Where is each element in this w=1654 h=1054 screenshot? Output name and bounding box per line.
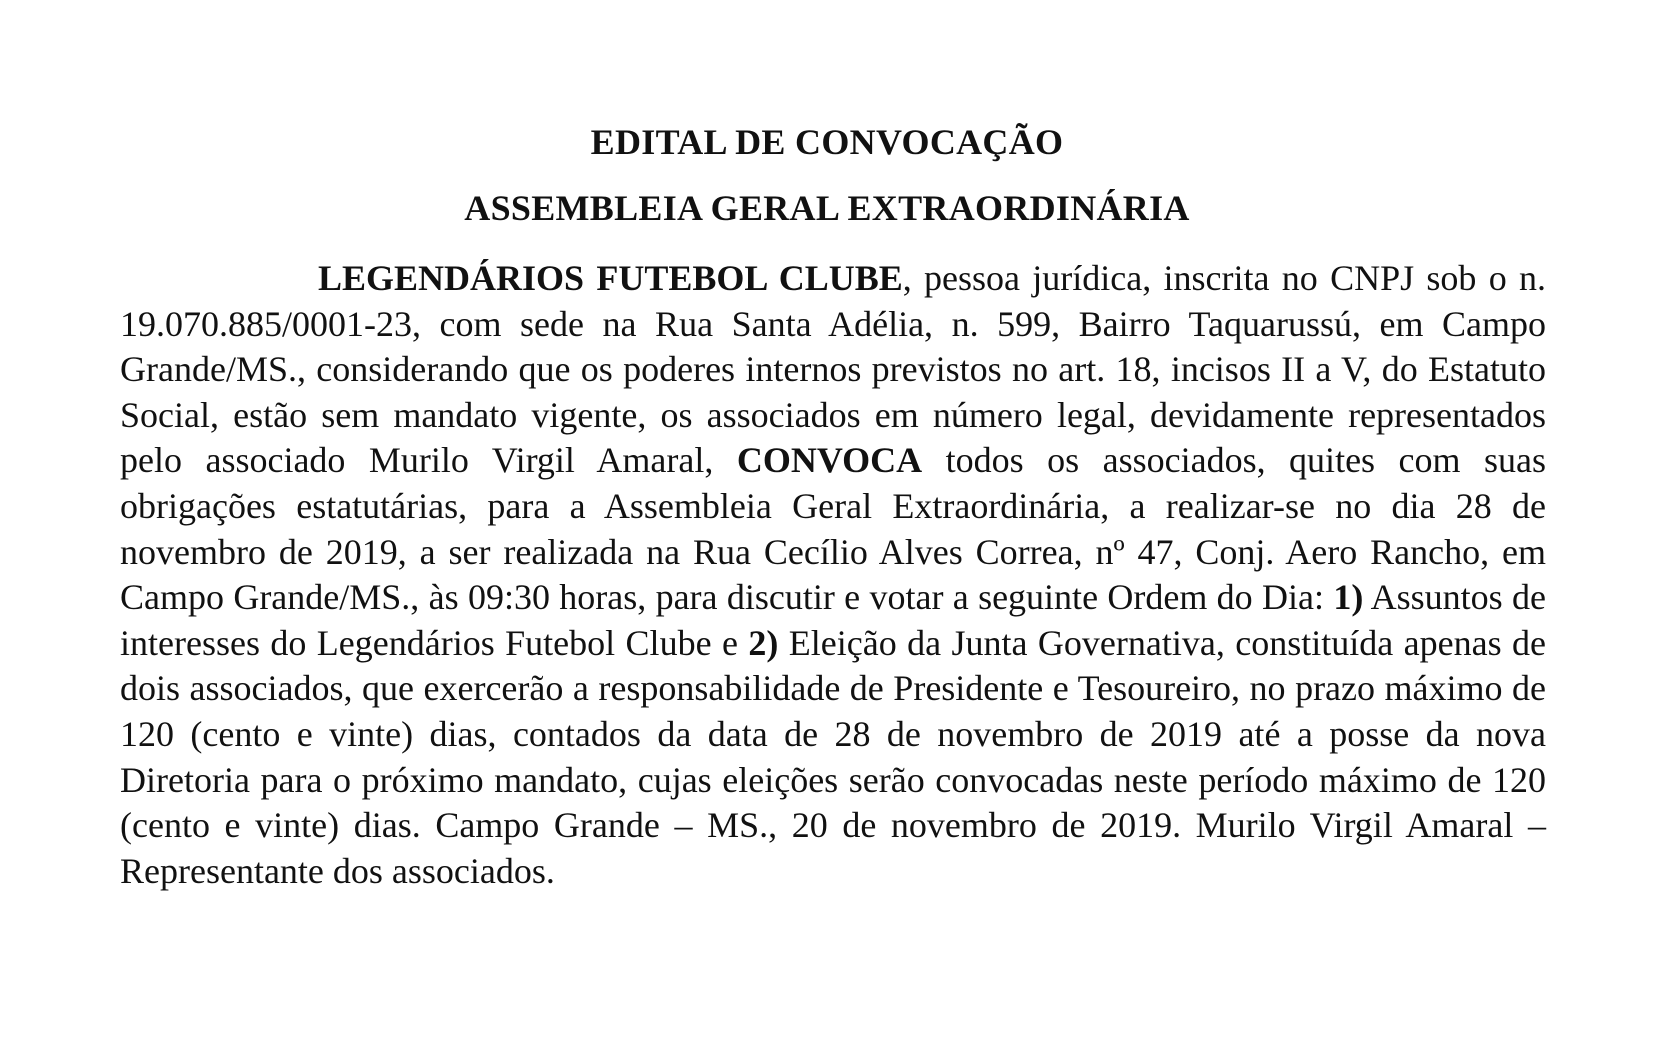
agenda-item-1-marker: 1) <box>1333 577 1364 618</box>
agenda-item-2-marker: 2) <box>748 622 779 663</box>
club-name: LEGENDÁRIOS FUTEBOL CLUBE <box>318 258 903 298</box>
body-text-1: , pessoa jurídica, inscrita no CNPJ sob o n. 19.070.885/0001-23, com sede na Rua Santa Adélia, n. 599, Bairro Taquarussú, em Campo Grande/MS., considerando que os poderes internos previstos no art. 18, incisos II a V, do Estatuto Social, estão sem mandato vigente, os associados em número legal, devidamente representados pelo associado Murilo Virgil Amaral, <box>120 258 1546 481</box>
convoca-keyword: CONVOCA <box>736 440 923 481</box>
document-body <box>120 256 1546 894</box>
document-title: EDITAL DE CONVOCAÇÃO <box>590 122 1064 162</box>
body-text-3: Assuntos de interesses do Legendários Futebol Clube e <box>120 577 1546 663</box>
body-text-4: Eleição da Junta Governativa, constituída apenas de dois associados, que exercerão a responsabilidade de Presidente e Tesoureiro, no prazo máximo de 120 (cento e vinte) dias, contados da data de 28 de novembro de 2019 até a posse da nova Diretoria para o próximo mandato, cujas eleições serão convocadas neste período máximo de 120 (cento e vinte) dias. Campo Grande – MS., 20 de novembro de 2019. Murilo Virgil Amaral – Representante dos associados. <box>120 622 1546 891</box>
document-subtitle: ASSEMBLEIA GERAL EXTRAORDINÁRIA <box>464 188 1190 228</box>
body-text-2: todos os associados, quites com suas obrigações estatutárias, para a Assembleia Geral Extraordinária, a realizar-se no dia 28 de novembro de 2019, a ser realizada na Rua Cecílio Alves Correa, nº 47, Conj. Aero Rancho, em Campo Grande/MS., às 09:30 horas, para discutir e votar a seguinte Ordem do Dia: <box>120 440 1546 618</box>
